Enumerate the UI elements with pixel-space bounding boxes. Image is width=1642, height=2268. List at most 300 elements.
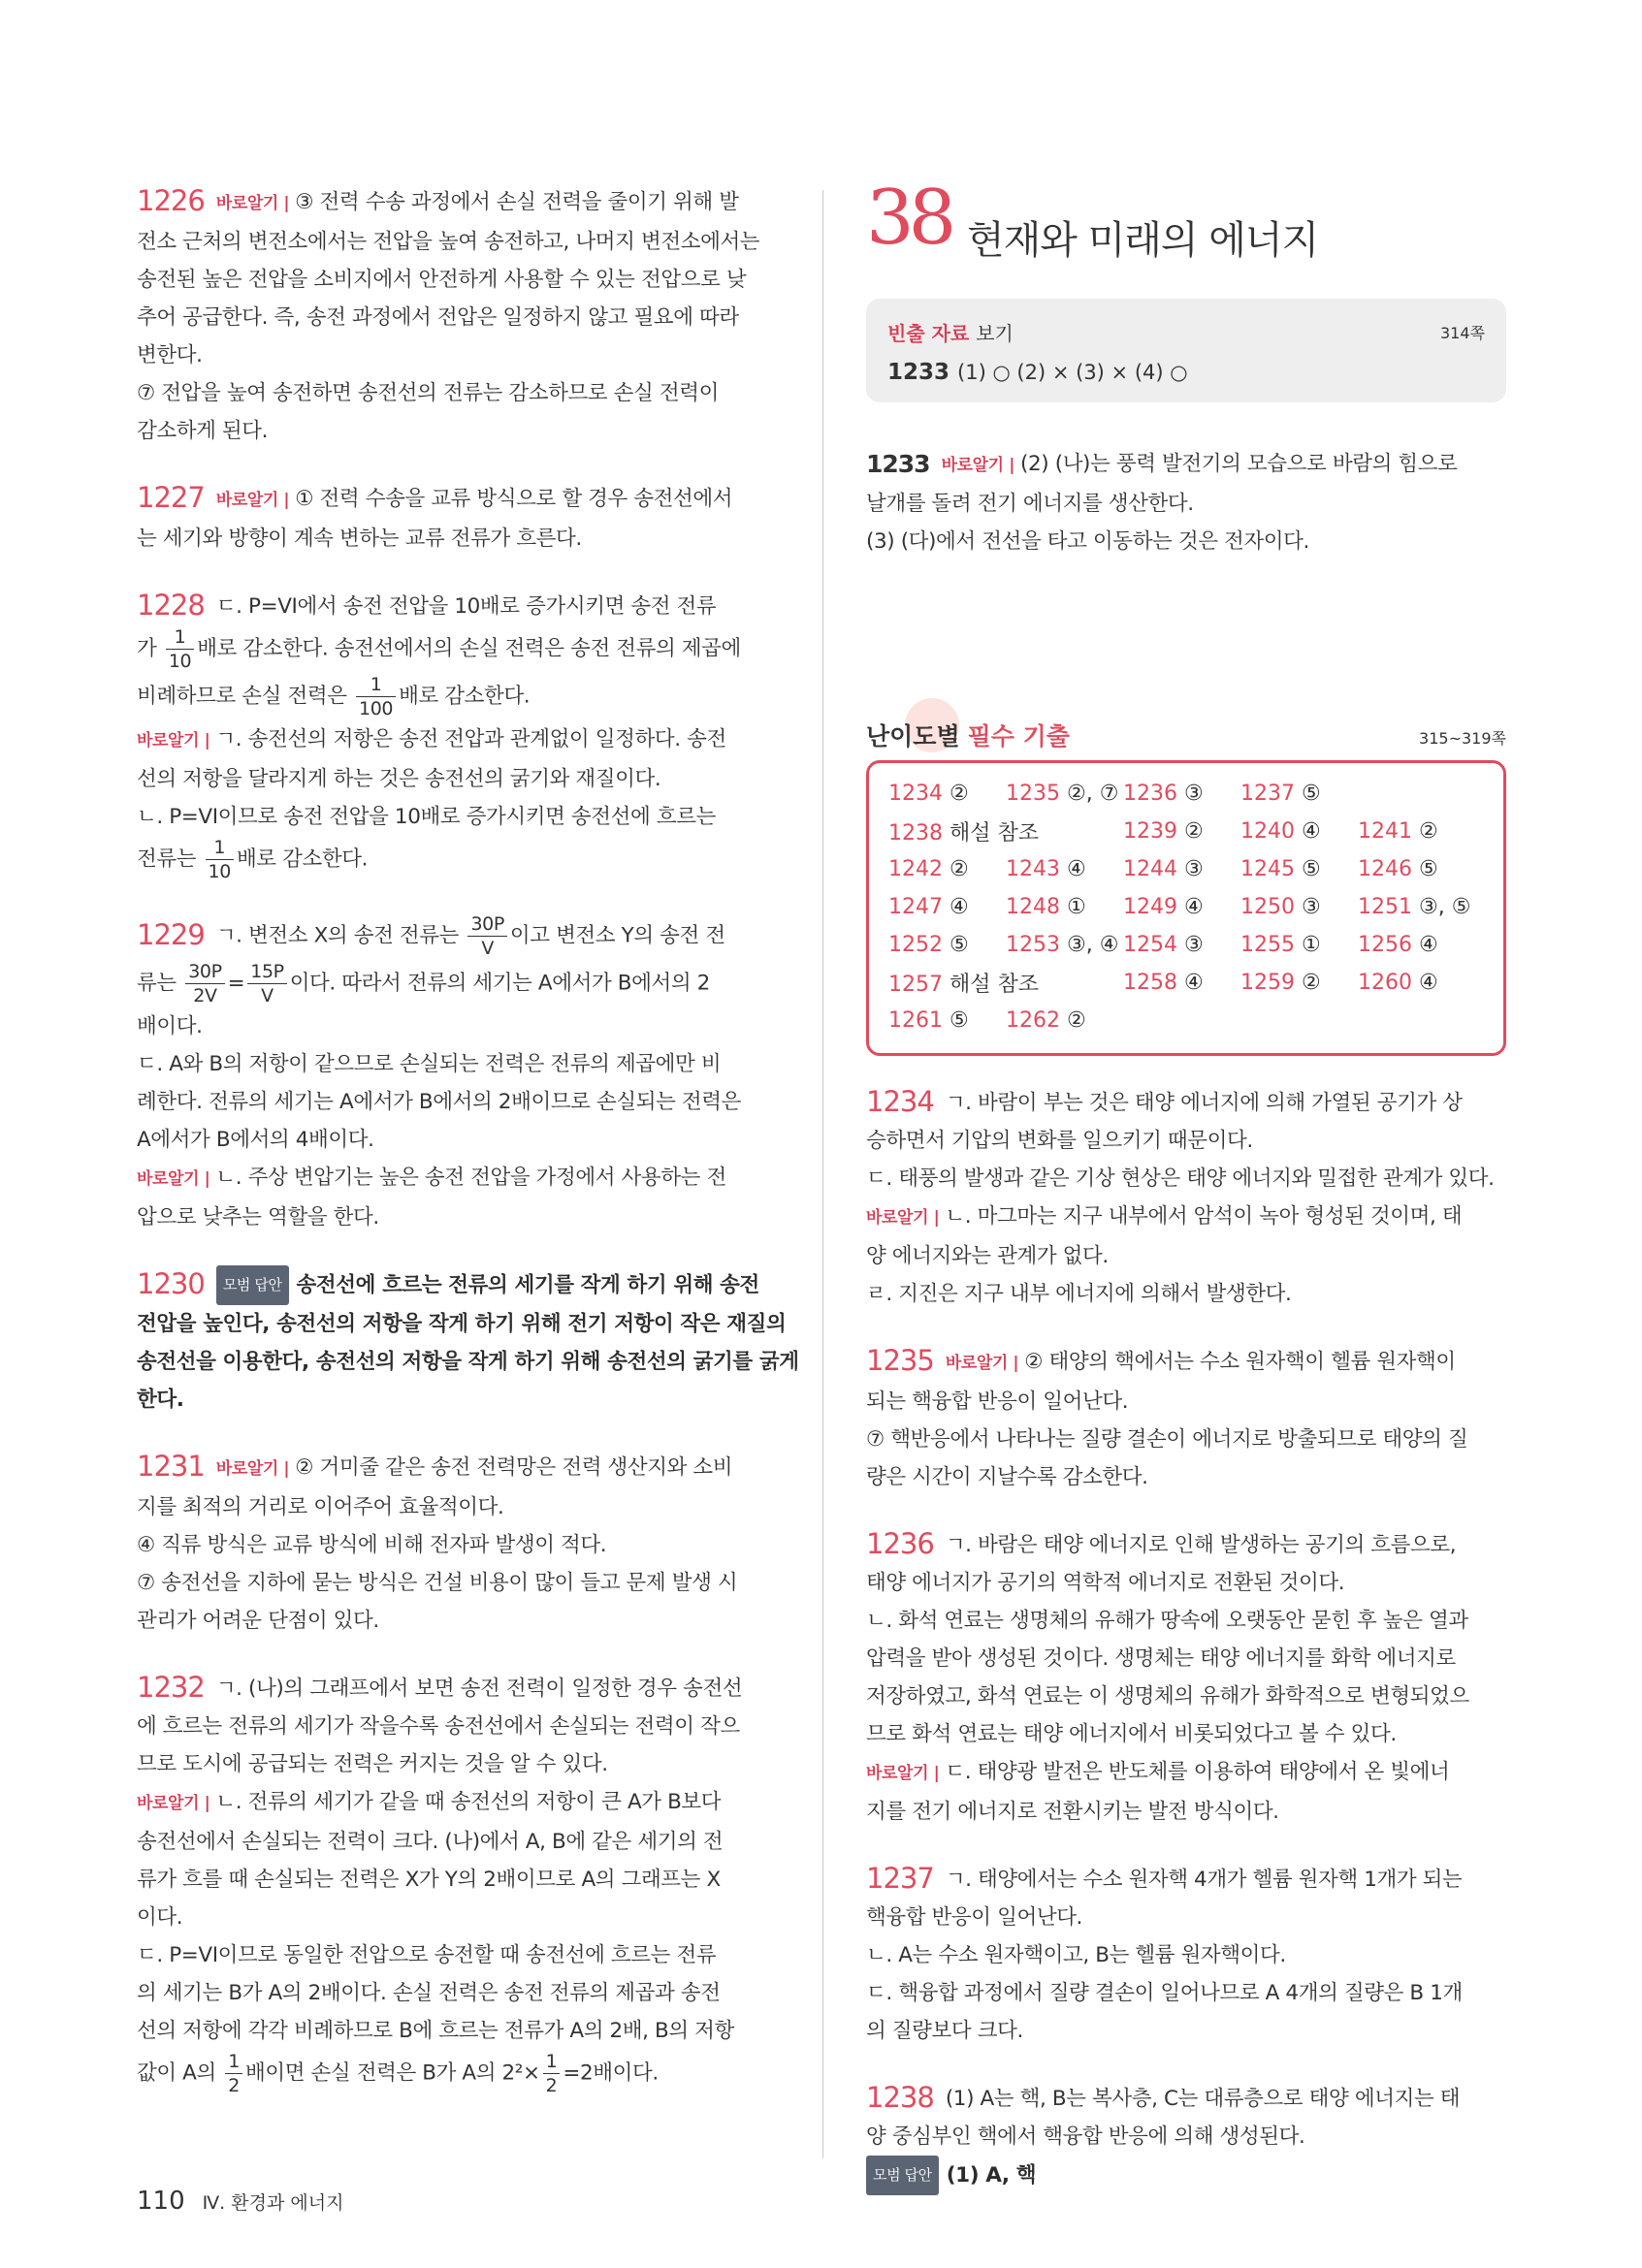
line-text: 전압을 높인다, 송전선의 저항을 작게 하기 위해 전기 저항이 작은 재질의 xyxy=(137,1312,787,1336)
answer-cell xyxy=(1358,971,1475,995)
answer-question-number: 1237 xyxy=(1240,782,1295,806)
line-text: 량은 시간이 지날수록 감소한다. xyxy=(866,1465,1148,1489)
answer-cell xyxy=(888,968,1040,998)
line-text: ㄷ. A와 B의 저항이 같으므로 손실되는 전력은 전류의 제곱에만 비 xyxy=(137,1052,722,1076)
fraction xyxy=(467,912,506,960)
answer-question-number: 1235 xyxy=(1006,782,1060,806)
question-number: 1230 xyxy=(137,1267,205,1300)
line-text: 변한다. xyxy=(137,343,203,367)
question-number: 1232 xyxy=(137,1671,205,1704)
answer-question-number: 1238 xyxy=(888,821,943,846)
fraction xyxy=(206,836,234,883)
entry-line xyxy=(137,625,775,673)
answer-entry xyxy=(137,182,775,450)
entry-line xyxy=(866,1275,1506,1313)
fraction-numerator: 30P xyxy=(185,960,224,984)
answer-value: ⑤ xyxy=(1419,857,1438,881)
line-text: 배이다. xyxy=(137,1014,203,1038)
entry-line xyxy=(866,2156,1506,2195)
column-divider xyxy=(822,190,823,2158)
answer-cell xyxy=(1123,895,1240,919)
entry-line xyxy=(866,1237,1506,1275)
answer-question-number: 1258 xyxy=(1123,971,1177,995)
fraction-denominator: 10 xyxy=(168,651,192,672)
line-text: 류가 흐를 때 손실되는 전력은 X가 Y의 2배이므로 A의 그래프는 X xyxy=(137,1868,721,1892)
line-text: 는 세기와 방향이 계속 변하는 교류 전류가 흐른다. xyxy=(137,527,582,551)
entry-line xyxy=(137,2012,775,2050)
fraction-denominator: 2 xyxy=(545,2075,558,2096)
entry-line xyxy=(137,374,775,412)
line-text: ㄱ. 바람이 부는 것은 태양 에너지에 의해 가열된 공기가 상 xyxy=(945,1091,1463,1115)
entry-line xyxy=(866,1793,1506,1831)
answer-question-number: 1245 xyxy=(1240,857,1295,881)
fraction xyxy=(356,673,396,720)
answer-cell xyxy=(888,933,1006,957)
answer-question-number: 1262 xyxy=(1006,1008,1060,1033)
answer-question-number: 1253 xyxy=(1006,933,1060,957)
entry-line xyxy=(137,336,775,374)
entry-line xyxy=(137,1974,775,2012)
entry-line xyxy=(866,523,1506,560)
line-text: ② 거미줄 같은 송전 전력망은 전력 생산지와 소비 xyxy=(295,1455,733,1480)
answer-question-number: 1247 xyxy=(888,895,943,919)
line-text: ㄹ. 지진은 지구 내부 에너지에 의해서 발생한다. xyxy=(866,1282,1292,1306)
answer-value: ② xyxy=(1067,1008,1086,1033)
answer-cell xyxy=(1123,971,1240,995)
frequent-answer xyxy=(887,360,1485,385)
entry-line xyxy=(137,760,775,798)
question-number: 1234 xyxy=(866,1085,934,1118)
line-text: ⑦ 핵반응에서 나타나는 질량 결손이 에너지로 방출되므로 태양의 질 xyxy=(866,1427,1468,1452)
correction-tag: 바로알기 | xyxy=(215,491,290,510)
left-column xyxy=(137,182,799,2126)
entry-line xyxy=(866,1083,1506,1122)
line-text: ⑦ 송전선을 지하에 묻는 방식은 건설 비용이 많이 들고 문제 발생 시 xyxy=(137,1571,738,1595)
entry-line xyxy=(866,445,1506,485)
answer-question-number: 1249 xyxy=(1123,895,1177,919)
line-text: ⑦ 전압을 높여 송전하면 송전선의 전류는 감소하므로 손실 전력이 xyxy=(137,381,719,405)
entry-line xyxy=(137,1448,775,1488)
correction-tag: 바로알기 | xyxy=(215,1459,290,1479)
required-page-ref: 315~319쪽 xyxy=(1419,729,1506,748)
line-text: ㄴ. P=VI이므로 송전 전압을 10배로 증가시키면 송전선에 흐르는 xyxy=(137,805,716,829)
answer-entry xyxy=(137,1448,775,1640)
answer-cell xyxy=(1240,933,1358,957)
question-number: 1236 xyxy=(866,1527,934,1560)
fraction-denominator: 2 xyxy=(228,2075,240,2096)
answer-cell xyxy=(888,895,1006,919)
answer-question-number: 1248 xyxy=(1006,895,1060,919)
answer-question-number: 1241 xyxy=(1358,819,1412,844)
question-number: 1229 xyxy=(137,917,205,951)
answer-cell xyxy=(888,857,1006,881)
question-number: 1237 xyxy=(866,1862,934,1895)
answer-question-number: 1239 xyxy=(1123,819,1177,844)
fraction-denominator: 10 xyxy=(208,861,231,882)
answer-row xyxy=(888,964,1484,1002)
chapter-number: 38 xyxy=(866,175,951,262)
answer-value: ④ xyxy=(1419,933,1438,957)
answer-cell xyxy=(888,1008,1006,1033)
entry-line xyxy=(137,1007,775,1045)
answer-value: ② xyxy=(1419,819,1438,844)
entry-line xyxy=(866,1715,1506,1753)
entry-line xyxy=(137,1936,775,1974)
entry-line xyxy=(866,1383,1506,1421)
entry-line xyxy=(137,798,775,836)
line-text: 선의 저항을 달라지게 하는 것은 송전선의 굵기와 재질이다. xyxy=(137,767,661,791)
entry-line xyxy=(137,1488,775,1526)
answer-question-number: 1261 xyxy=(888,1008,943,1033)
fraction-numerator: 15P xyxy=(247,960,286,984)
right-top-entries xyxy=(866,445,1506,560)
entry-line xyxy=(866,1160,1506,1198)
question-number: 1228 xyxy=(137,589,205,622)
entry-line xyxy=(137,1121,775,1159)
line-text: 배로 감소한다. xyxy=(236,847,369,872)
line-text: 이다. xyxy=(137,1905,183,1930)
answer-cell xyxy=(1240,895,1358,919)
entry-line xyxy=(866,1753,1506,1793)
line-text: 의 세기는 B가 A의 2배이다. 손실 전력은 송전 전류의 제곱과 송전 xyxy=(137,1981,721,2005)
fraction xyxy=(247,960,286,1007)
required-title xyxy=(866,718,1070,752)
correction-tag: 바로알기 | xyxy=(137,1169,210,1189)
correction-tag: 바로알기 | xyxy=(866,1208,940,1228)
line-text-mid: 배이면 손실 전력은 B가 A의 2²× xyxy=(245,2060,540,2086)
answer-value: ④ xyxy=(1184,971,1204,995)
entry-line xyxy=(137,223,775,261)
entry-line xyxy=(137,1564,775,1602)
answer-value: ④ xyxy=(1302,819,1321,844)
answer-question-number: 1252 xyxy=(888,933,943,957)
entry-line xyxy=(866,2118,1506,2156)
line-text: 저장하였고, 화석 연료는 이 생명체의 유해가 화학적으로 변형되었으 xyxy=(866,1684,1469,1709)
entry-line xyxy=(137,1045,775,1083)
entry-line xyxy=(137,1526,775,1564)
answer-value: ③ xyxy=(1184,933,1204,957)
answer-value: ③ xyxy=(1184,857,1204,881)
entry-line xyxy=(866,1564,1506,1602)
answer-entry xyxy=(137,479,775,558)
answer-question-number: 1236 xyxy=(1123,782,1177,806)
answer-cell xyxy=(1006,782,1123,806)
entry-line xyxy=(137,1381,775,1419)
answer-question-number: 1259 xyxy=(1240,971,1295,995)
correction-tag: 바로알기 | xyxy=(137,731,210,751)
entry-line xyxy=(866,1974,1506,2012)
line-text: ㄱ. 태양에서는 수소 원자핵 4개가 헬륨 원자핵 1개가 되는 xyxy=(945,1868,1463,1892)
answer-question-number: 1243 xyxy=(1006,857,1060,881)
required-answers-box xyxy=(866,760,1506,1056)
line-text: 므로 도시에 공급되는 전력은 커지는 것을 알 수 있다. xyxy=(137,1752,608,1776)
answer-cell xyxy=(1006,933,1123,957)
line-text: 압으로 낮추는 역할을 한다. xyxy=(137,1205,379,1230)
answer-question-number: 1256 xyxy=(1358,933,1412,957)
answer-value: ④ xyxy=(1067,857,1086,881)
answer-entry xyxy=(137,1669,775,2097)
model-answer-badge: 모범 답안 xyxy=(866,2156,939,2195)
entry-line xyxy=(137,520,775,558)
entry-line xyxy=(866,1458,1506,1496)
line-text: ㄱ. 바람은 태양 에너지로 인해 발생하는 공기의 흐름으로, xyxy=(945,1533,1457,1557)
entry-line xyxy=(137,1343,799,1381)
entry-line xyxy=(137,1823,775,1861)
line-text: 송전선을 이용한다, 송전선의 저항을 작게 하기 위해 송전선의 굵기를 굵게 xyxy=(137,1350,799,1374)
model-answer-badge: 모범 답안 xyxy=(216,1265,289,1305)
entry-line xyxy=(137,182,775,223)
line-text: 날개를 돌려 전기 에너지를 생산한다. xyxy=(866,492,1194,516)
answer-question-number: 1251 xyxy=(1358,895,1412,919)
answer-value: ②, ⑦ xyxy=(1067,782,1119,806)
entry-line xyxy=(866,485,1506,523)
answer-entry xyxy=(866,1860,1506,2050)
entry-line xyxy=(137,1602,775,1640)
question-number: 1235 xyxy=(866,1344,934,1377)
answer-cell xyxy=(1358,819,1475,844)
line-text: ① 전력 수송을 교류 방식으로 할 경우 송전선에서 xyxy=(295,487,733,511)
correction-tag: 바로알기 | xyxy=(215,194,290,213)
answer-cell xyxy=(1123,933,1240,957)
answer-row xyxy=(888,850,1484,888)
answer-cell xyxy=(1123,857,1240,881)
line-text: ㄴ. 전류의 세기가 같을 때 송전선의 저항이 큰 A가 B보다 xyxy=(215,1790,722,1814)
right-bottom-entries xyxy=(866,1083,1506,2195)
required-header xyxy=(866,714,1506,752)
answer-question-number: 1234 xyxy=(888,782,943,806)
frequent-data-box xyxy=(866,299,1506,402)
answer-cell xyxy=(1123,819,1240,844)
line-text: ㄷ. 태풍의 발생과 같은 기상 현상은 태양 에너지와 밀접한 관계가 있다. xyxy=(866,1166,1495,1191)
line-text: 선의 저항에 각각 비례하므로 B에 흐르는 전류가 A의 2배, B의 저항 xyxy=(137,2019,734,2043)
answer-entry xyxy=(866,445,1506,560)
fraction-numerator: 1 xyxy=(206,836,234,860)
answer-value: ⑤ xyxy=(950,1008,969,1033)
answer-cell xyxy=(1006,1008,1123,1033)
line-text: ㄷ. P=VI에서 송전 전압을 10배로 증가시키면 송전 전류 xyxy=(215,594,717,619)
answer-row xyxy=(888,888,1484,926)
line-text: 압력을 받아 생성된 것이다. 생명체는 태양 에너지를 화학 에너지로 xyxy=(866,1646,1456,1671)
line-text-pre: 류는 xyxy=(137,971,183,996)
line-text: 배로 감소한다. xyxy=(399,684,531,709)
line-text: 전소 근처의 변전소에서는 전압을 높여 송전하고, 나머지 변전소에서는 xyxy=(137,230,760,254)
entry-line xyxy=(137,1083,775,1121)
answer-value: ⑤ xyxy=(950,933,969,957)
entry-line xyxy=(137,720,775,760)
entry-line xyxy=(866,1602,1506,1640)
answer-entry xyxy=(866,2079,1506,2195)
answer-entry xyxy=(137,587,775,883)
answer-value: ③ xyxy=(1184,782,1204,806)
entry-line xyxy=(866,1342,1506,1383)
line-text-pre: 값이 A의 xyxy=(137,2060,223,2086)
line-text: 한다. xyxy=(137,1388,184,1412)
answer-question-number: 1240 xyxy=(1240,819,1295,844)
entry-line xyxy=(137,261,775,299)
answer-value: ④ xyxy=(1184,895,1204,919)
line-text: ㄷ. 핵융합 과정에서 질량 결손이 일어나므로 A 4개의 질량은 B 1개 xyxy=(866,1981,1463,2005)
answer-value: 해설 참조 xyxy=(950,821,1040,846)
line-text: 므로 화석 연료는 태양 에너지에서 비롯되었다고 볼 수 있다. xyxy=(866,1722,1397,1746)
line-text: 핵융합 반응이 일어난다. xyxy=(866,1905,1082,1930)
entry-line xyxy=(137,412,775,450)
answer-question-number: 1242 xyxy=(888,857,943,881)
entry-line xyxy=(866,1421,1506,1458)
entry-line xyxy=(866,1860,1506,1899)
answer-question-number: 1257 xyxy=(888,973,943,997)
frequent-answer-number: 1233 xyxy=(887,360,950,385)
frequent-title-sub: 보기 xyxy=(976,322,1014,345)
line-text-pre: 가 xyxy=(137,636,163,661)
question-number: 1238 xyxy=(866,2081,934,2114)
line-text: ㄱ. (나)의 그래프에서 보면 송전 전력이 일정한 경우 송전선 xyxy=(215,1677,743,1701)
entry-line xyxy=(137,587,775,625)
line-text: 되는 핵융합 반응이 일어난다. xyxy=(866,1390,1129,1414)
line-text: 이다. 따라서 전류의 세기는 A에서가 B에서의 2 xyxy=(289,971,710,996)
fraction-numerator: 30P xyxy=(467,912,506,937)
line-text: A에서가 B에서의 4배이다. xyxy=(137,1128,374,1152)
fraction-denominator: V xyxy=(481,938,494,959)
answer-cell xyxy=(1358,857,1475,881)
answer-cell xyxy=(1123,782,1240,806)
line-text: 양 중심부인 핵에서 핵융합 반응에 의해 생성된다. xyxy=(866,2124,1305,2149)
entry-line xyxy=(866,1899,1506,1936)
line-text: ③ 전력 수송 과정에서 손실 전력을 줄이기 위해 발 xyxy=(295,190,739,214)
answer-value: ④ xyxy=(1419,971,1438,995)
answer-value: ⑤ xyxy=(1302,782,1321,806)
answer-value: ④ xyxy=(950,895,969,919)
entry-line xyxy=(866,1122,1506,1160)
line-text-mid: = xyxy=(227,971,245,996)
question-number: 1226 xyxy=(137,184,205,217)
line-text: (3) (다)에서 전선을 타고 이동하는 것은 전자이다. xyxy=(866,529,1309,554)
answer-value: ③ xyxy=(1302,895,1321,919)
answer-value: ② xyxy=(950,782,969,806)
frequent-title-main: 빈출 자료 xyxy=(887,322,970,345)
answer-value: ③, ⑤ xyxy=(1419,895,1471,919)
answer-value: ⑤ xyxy=(1302,857,1321,881)
page-number: 110 xyxy=(137,2187,185,2216)
entry-line xyxy=(866,1936,1506,1974)
entry-line xyxy=(137,673,775,720)
answer-cell xyxy=(1006,895,1123,919)
required-title-a: 난이도별 xyxy=(866,722,960,751)
question-number: 1233 xyxy=(866,450,930,478)
question-number: 1227 xyxy=(137,481,205,514)
chapter-title: 현재와 미래의 에너지 xyxy=(967,218,1319,263)
entry-line xyxy=(137,299,775,336)
frequent-title xyxy=(887,318,1014,346)
answer-entry xyxy=(866,1083,1506,1313)
page-footer xyxy=(137,2187,343,2216)
answer-entry xyxy=(137,912,775,1236)
line-text: 의 질량보다 크다. xyxy=(866,2019,1023,2043)
fraction-numerator: 1 xyxy=(225,2050,242,2074)
entry-line xyxy=(137,1198,775,1236)
answer-cell xyxy=(1358,933,1475,957)
line-text: 승하면서 기압의 변화를 일으키기 때문이다. xyxy=(866,1129,1253,1153)
answer-row xyxy=(888,926,1484,964)
fraction xyxy=(225,2050,242,2097)
fraction-denominator: V xyxy=(261,985,274,1006)
line-text: 에 흐르는 전류의 세기가 작을수록 송전선에서 손실되는 전력이 작으 xyxy=(137,1714,740,1739)
entry-line xyxy=(866,1198,1506,1237)
entry-line xyxy=(866,2079,1506,2118)
answer-question-number: 1250 xyxy=(1240,895,1295,919)
line-text: 례한다. 전류의 세기는 A에서가 B에서의 2배이므로 손실되는 전력은 xyxy=(137,1090,742,1114)
entry-line xyxy=(137,1265,775,1305)
line-text-pre: 전류는 xyxy=(137,847,203,872)
correction-tag: 바로알기 | xyxy=(137,1794,210,1813)
answer-value: ② xyxy=(1184,819,1204,844)
fraction-numerator: 1 xyxy=(543,2050,561,2074)
line-text: 송전된 높은 전압을 소비지에서 안전하게 사용할 수 있는 전압으로 낮 xyxy=(137,268,747,292)
entry-line xyxy=(866,1525,1506,1564)
entry-line xyxy=(137,1159,775,1198)
fraction xyxy=(166,625,194,673)
frequent-page-ref: 314쪽 xyxy=(1440,324,1485,342)
answer-cell xyxy=(1240,782,1358,806)
entry-line xyxy=(137,1305,787,1343)
entry-line xyxy=(137,1783,775,1823)
line-text: (1) A는 핵, B는 복사층, C는 대류층으로 태양 에너지는 태 xyxy=(945,2087,1461,2111)
answer-value: ② xyxy=(1302,971,1321,995)
correction-tag: 바로알기 | xyxy=(945,1354,1019,1373)
answer-cell xyxy=(888,782,1006,806)
entry-line xyxy=(137,1861,775,1899)
line-text: ㄴ. 마그마는 지구 내부에서 암석이 녹아 형성된 것이며, 태 xyxy=(945,1204,1463,1229)
right-column xyxy=(866,175,1506,2224)
line-text: ㄴ. 주상 변압기는 높은 송전 전압을 가정에서 사용하는 전 xyxy=(215,1166,726,1190)
answer-entry xyxy=(866,1342,1506,1496)
line-text: (1) A, 핵 xyxy=(946,2163,1037,2188)
line-text-pre: 비례하므로 손실 전력은 xyxy=(137,684,353,709)
answer-cell xyxy=(1240,819,1358,844)
entry-line xyxy=(137,912,775,960)
answer-value: ③, ④ xyxy=(1067,933,1119,957)
entry-line xyxy=(137,1899,775,1936)
answer-value: ① xyxy=(1067,895,1086,919)
entry-line xyxy=(866,2012,1506,2050)
answer-question-number: 1255 xyxy=(1240,933,1295,957)
line-text: 추어 공급한다. 즉, 송전 과정에서 전압은 일정하지 않고 필요에 따라 xyxy=(137,305,739,330)
answer-cell xyxy=(1240,971,1358,995)
answer-question-number: 1260 xyxy=(1358,971,1412,995)
correction-tag: 바로알기 | xyxy=(941,456,1015,475)
line-text: ㄷ. P=VI이므로 동일한 전압으로 송전할 때 송전선에 흐르는 전류 xyxy=(137,1943,717,1967)
line-text: 양 에너지와는 관계가 없다. xyxy=(866,1244,1109,1268)
answer-row xyxy=(888,775,1484,813)
answer-cell xyxy=(888,816,1040,847)
entry-line xyxy=(137,1745,775,1783)
entry-line xyxy=(137,2050,775,2097)
fraction-denominator: 100 xyxy=(359,698,394,719)
entry-line xyxy=(137,1669,775,1708)
line-text: (2) (나)는 풍력 발전기의 모습으로 바람의 힘으로 xyxy=(1020,452,1458,476)
line-text: ㄱ. 송전선의 저항은 송전 전압과 관계없이 일정하다. 송전 xyxy=(215,727,726,751)
line-text-pre: ㄱ. 변전소 X의 송전 전류는 xyxy=(215,923,466,948)
fraction-denominator: 2V xyxy=(193,985,217,1006)
footer-chapter: Ⅳ. 환경과 에너지 xyxy=(202,2192,344,2214)
correction-tag: 바로알기 | xyxy=(866,1764,940,1783)
answer-row xyxy=(888,813,1484,850)
answer-row xyxy=(888,1002,1484,1039)
answer-value: ① xyxy=(1302,933,1321,957)
frequent-answer-text: (1) ○ (2) × (3) × (4) ○ xyxy=(957,361,1188,384)
answer-value: ② xyxy=(950,857,969,881)
entry-line xyxy=(866,1677,1506,1715)
line-text: 송전선에 흐르는 전류의 세기를 작게 하기 위해 송전 xyxy=(296,1273,759,1297)
